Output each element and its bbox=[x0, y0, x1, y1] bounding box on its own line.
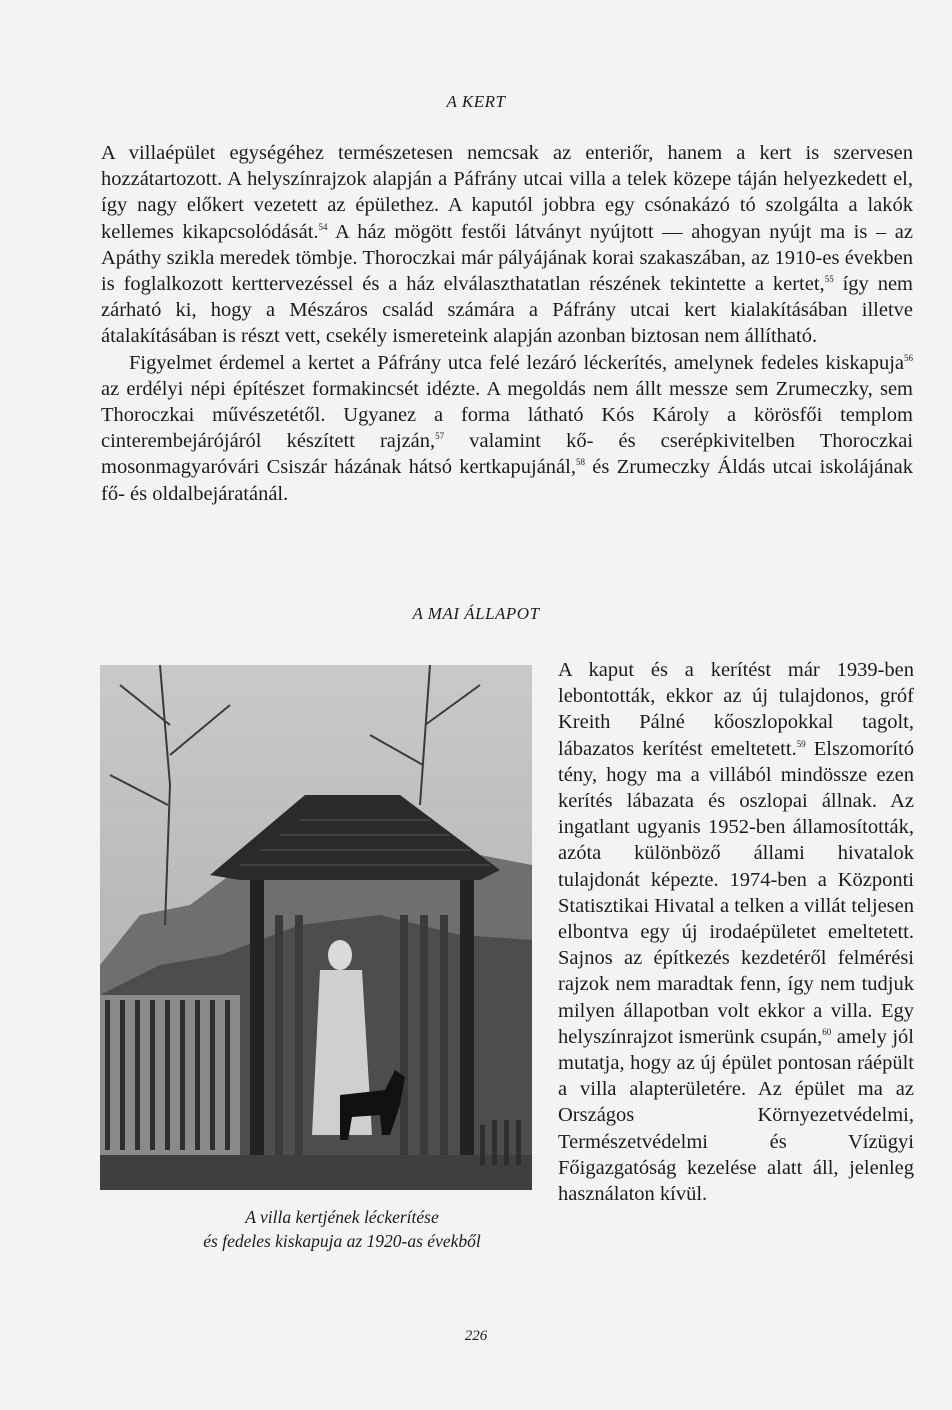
text-run: Elszomorító tény, hogy ma a villából mindössze ezen kerítés lábazata és oszlopai állnak. Az ingatlant ugyanis 1952-ben államosították, azóta különböző állami hivatalok tulajdonát képezte. 1974-ben a Központi Statisztikai Hivatal a telken a villát teljesen elbontva egy új irodaépületet emeltetett. Sajnos az építkezés kezdetéről felmérési rajzok nem maradtak fenn, így nem tudjuk milyen állapotban volt ekkor a villa. Egy helyszínrajzot ismerünk csupán, bbox=[558, 737, 914, 1048]
body-text-mai-allapot bbox=[558, 657, 914, 1207]
text-run: A ház mögött festői látványt nyújtott — ahogyan nyújt ma is – az Apáthy szikla meredek tömbje. Thoroczkai már pályájának korai szakaszában, az 1910-es években is foglalkozott kerttervezéssel és a ház elválaszthatatlan részének tekintette a kertet, bbox=[101, 220, 913, 296]
footnote-ref-59[interactable]: 59 bbox=[796, 738, 806, 749]
paragraph-3 bbox=[558, 657, 914, 1207]
footnote-ref-58[interactable]: 58 bbox=[575, 457, 585, 468]
section-title-kert: A KERT bbox=[446, 92, 506, 111]
page-number: 226 bbox=[464, 1328, 488, 1344]
footnote-ref-54[interactable]: 54 bbox=[318, 221, 328, 232]
text-run: valamint kő- és cserépkivitelben Thoroczkai mosonmagyaróvári Csiszár házának hátsó kertkapujánál, bbox=[101, 430, 914, 479]
photo-illustration bbox=[100, 665, 532, 1190]
text-run: A villaépület egységéhez természetesen nemcsak az enteriőr, hanem a kert is szervesen hozzátartozott. A helyszínrajzok alapján a Páfrány utcai villa a telek közepe táján helyezkedett el, így nagy előkert vezetett az épülethez. A kaputól jobbra egy csónakázó tó szolgálta a lakók kellemes kikapcsolódását. bbox=[101, 142, 913, 243]
text-run: amely jól mutatja, hogy az új épület pontosan ráépült a villa alapterületére. Az épület ma az Országos Környezetvédelmi, Természetvédelmi és Vízügyi Főigazgatóság kezelése alatt áll, jelenleg használaton kívül. bbox=[558, 1025, 914, 1206]
footnote-ref-55[interactable]: 55 bbox=[824, 274, 834, 285]
footnote-ref-57[interactable]: 57 bbox=[435, 431, 445, 442]
text-run: A kaput és a kerítést már 1939-ben lebontották, ekkor az új tulajdonos, gróf Kreith Pálné kőoszlopokkal tagolt, lábazatos kerítést emeltetett. bbox=[558, 659, 914, 760]
footnote-ref-60[interactable]: 60 bbox=[822, 1026, 832, 1037]
section-title-mai-allapot: A MAI ÁLLAPOT bbox=[412, 604, 540, 623]
text-run: és Zrumeczky Áldás utcai iskolájának fő- és oldalbejáratánál. bbox=[101, 456, 913, 505]
body-text-kert bbox=[101, 140, 913, 507]
caption-line-1: A villa kertjének léckerítése bbox=[245, 1207, 439, 1227]
caption-line-2: és fedeles kiskapuja az 1920-as évekből bbox=[203, 1231, 481, 1251]
text-run: Figyelmet érdemel a kertet a Páfrány utca felé lezáró léckerítés, amelynek fedeles kiskapuja bbox=[129, 351, 904, 374]
paragraph-1 bbox=[101, 140, 913, 350]
text-run: az erdélyi népi építészet formakincsét idézte. A megoldás nem állt messze sem Zrumeczky, sem Thoroczkai művészetétől. Ugyanez a forma látható Kós Károly a körösfői templom cinterembejárójáról készített rajzán, bbox=[101, 377, 913, 453]
text-run: így nem zárható ki, hogy a Mészáros család számára a Páfrány utcai kert kialakításában illetve átalakításában is részt vett, csekély ismereteink alapján azonban biztosan nem állítható. bbox=[101, 273, 913, 348]
footnote-ref-56[interactable]: 56 bbox=[904, 352, 913, 363]
photo-caption bbox=[100, 1205, 584, 1253]
historic-gate-photo bbox=[100, 665, 532, 1190]
paragraph-2 bbox=[101, 350, 913, 507]
